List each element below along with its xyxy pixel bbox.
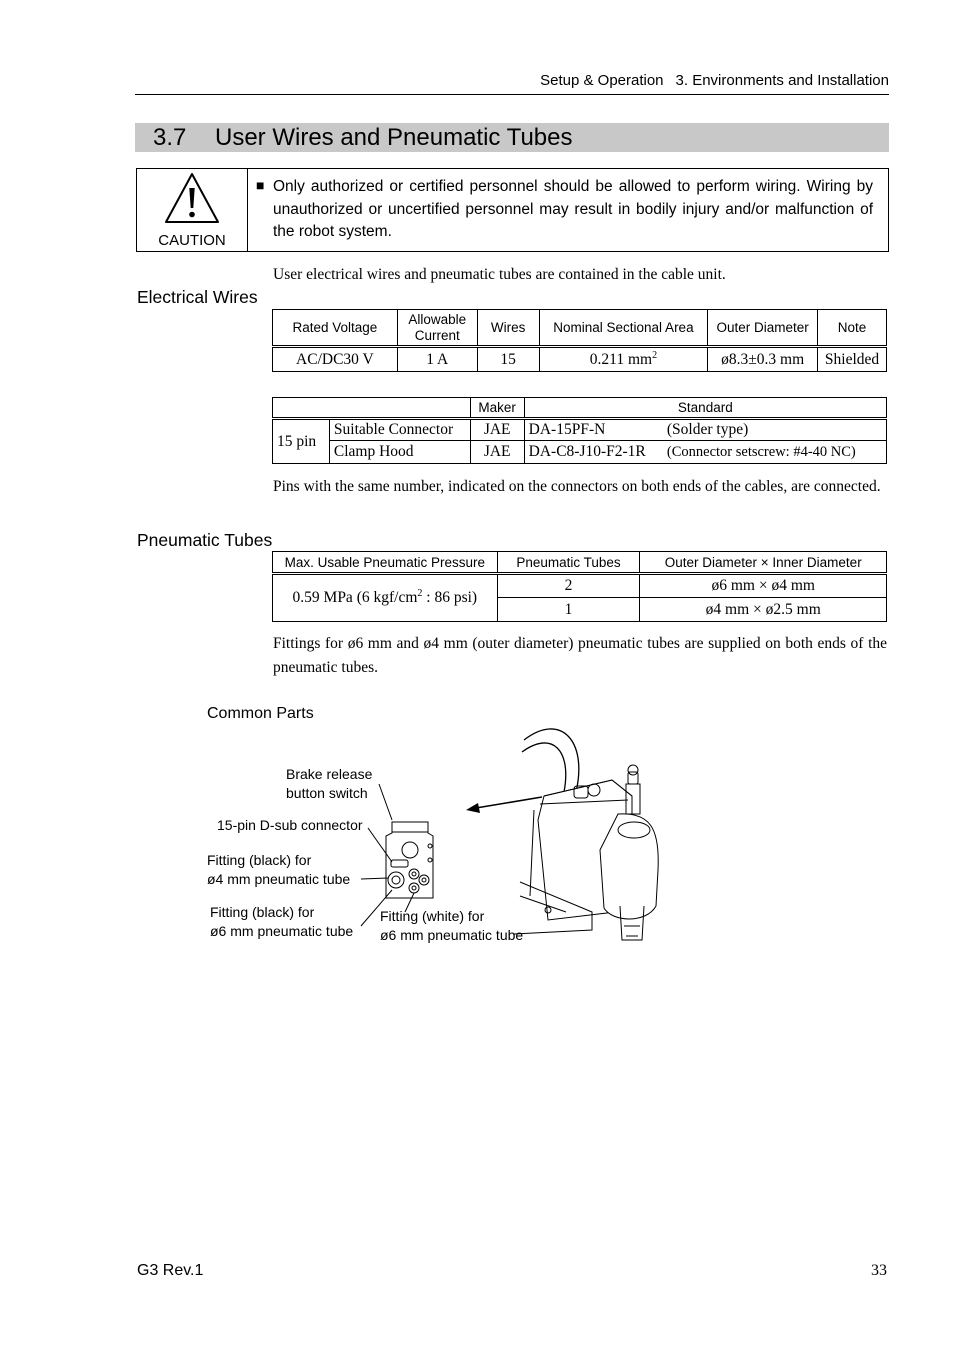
- connector-header-blank: [273, 398, 471, 419]
- header-part: Setup & Operation: [540, 72, 664, 89]
- pins-note: Pins with the same number, indicated on the connectors on both ends of the cables, are connected.: [273, 478, 881, 495]
- header-chapter: 3. Environments and Installation: [675, 72, 889, 89]
- callout-fit6w-line2: ø6 mm pneumatic tube: [380, 927, 524, 943]
- electrical-wires-heading: Electrical Wires: [137, 287, 258, 307]
- warning-triangle-icon: [137, 169, 247, 231]
- cell-tube-size-6: ø6 mm × ø4 mm: [640, 574, 887, 598]
- callout-fit4-line2: ø4 mm pneumatic tube: [207, 871, 351, 887]
- arrowhead-icon: [466, 803, 480, 813]
- caution-text: Only authorized or certified personnel should be allowed to perform wiring. Wiring by unauthorized or uncertified personnel may result in bodily injury and/or malfunction of the robot system.: [273, 178, 873, 240]
- cell-area: [539, 347, 708, 372]
- cell-remark-connector: (Solder type): [662, 419, 887, 441]
- section-title: [135, 123, 889, 152]
- electrical-spec-table: [272, 309, 887, 372]
- header-standard: Standard: [524, 398, 886, 419]
- header-wires: Wires: [477, 310, 539, 347]
- cell-tube-count-4: 1: [497, 598, 640, 622]
- cell-maker-hood: JAE: [470, 441, 524, 464]
- connector-plate: [386, 822, 433, 898]
- callout-dsub-connector: 15-pin D-sub connector: [217, 817, 363, 833]
- callout-fit6w-line1: Fitting (white) for: [380, 908, 485, 924]
- callout-fit6b-line2: ø6 mm pneumatic tube: [210, 923, 354, 939]
- robot-illustration: [514, 729, 658, 940]
- figure-title: Common Parts: [207, 705, 314, 722]
- header-nominal-area: Nominal Sectional Area: [539, 310, 708, 347]
- cell-area-value: 0.211 mm: [589, 351, 653, 369]
- header-allowable-current: [397, 310, 477, 347]
- section-number: 3.7: [153, 124, 187, 151]
- pneumatic-table: [272, 551, 887, 622]
- cell-part-hood: Clamp Hood: [329, 441, 470, 464]
- header-rule: [135, 94, 889, 95]
- caution-label: CAUTION: [158, 232, 226, 249]
- callout-fitting-white-6mm: [380, 907, 523, 945]
- cell-maker-connector: JAE: [470, 419, 524, 441]
- cell-model-connector: DA-15PF-N: [524, 419, 662, 441]
- header-outer-inner-diameter: Outer Diameter × Inner Diameter: [640, 552, 887, 574]
- caution-box: [136, 168, 889, 252]
- cell-tube-size-4: ø4 mm × ø2.5 mm: [640, 598, 887, 622]
- cell-tube-count-6: 2: [497, 574, 640, 598]
- cell-part-connector: Suitable Connector: [329, 419, 470, 441]
- section-title-text: User Wires and Pneumatic Tubes: [215, 124, 573, 151]
- callout-fitting-black-6mm: [210, 903, 353, 941]
- cell-diameter: ø8.3±0.3 mm: [708, 347, 818, 372]
- cell-voltage: AC/DC30 V: [273, 347, 398, 372]
- header-max-pressure: Max. Usable Pneumatic Pressure: [273, 552, 498, 574]
- callout-fit6b-line1: Fitting (black) for: [210, 904, 315, 920]
- header-pneumatic-tubes: Pneumatic Tubes: [497, 552, 640, 574]
- cell-15pin: 15 pin: [273, 419, 330, 464]
- pneumatic-tubes-heading: Pneumatic Tubes: [137, 530, 273, 550]
- cell-pressure-sup: 2: [417, 588, 423, 600]
- cell-pressure: [273, 574, 498, 622]
- callout-fitting-black-4mm: [207, 851, 350, 889]
- cell-pressure-psi: : 86 psi): [422, 589, 478, 607]
- header-note: Note: [818, 310, 887, 347]
- running-header: [135, 72, 889, 89]
- callout-brake-release: [286, 765, 372, 803]
- cell-area-sup: 2: [652, 349, 658, 361]
- footer-page-number: 33: [871, 1262, 887, 1279]
- header-maker: Maker: [470, 398, 524, 419]
- connector-table: [272, 397, 887, 464]
- header-current: Current: [414, 327, 460, 343]
- bullet-square-icon: ■: [256, 177, 265, 193]
- cell-model-hood: DA-C8-J10-F2-1R: [524, 441, 662, 464]
- header-rated-voltage: Rated Voltage: [273, 310, 398, 347]
- cell-pressure-value: 0.59 MPa (6 kgf/cm: [292, 589, 418, 607]
- intro-text: User electrical wires and pneumatic tubes are contained in the cable unit.: [273, 266, 726, 283]
- cell-note: Shielded: [818, 347, 887, 372]
- header-allowable: Allowable: [408, 311, 467, 327]
- callout-fit4-line1: Fitting (black) for: [207, 852, 312, 868]
- caution-cell: [137, 169, 248, 251]
- footer-model: G3 Rev.1: [137, 1262, 204, 1279]
- fittings-note: Fittings for ø6 mm and ø4 mm (outer diameter) pneumatic tubes are supplied on both ends of the pneumatic tubes.: [273, 635, 887, 676]
- cell-wires: 15: [477, 347, 539, 372]
- header-outer-diameter: Outer Diameter: [708, 310, 818, 347]
- callout-brake-line2: button switch: [286, 785, 368, 801]
- cell-current: 1 A: [397, 347, 477, 372]
- callout-brake-line1: Brake release: [286, 766, 373, 782]
- cell-remark-hood: (Connector setscrew: #4-40 NC): [662, 441, 887, 464]
